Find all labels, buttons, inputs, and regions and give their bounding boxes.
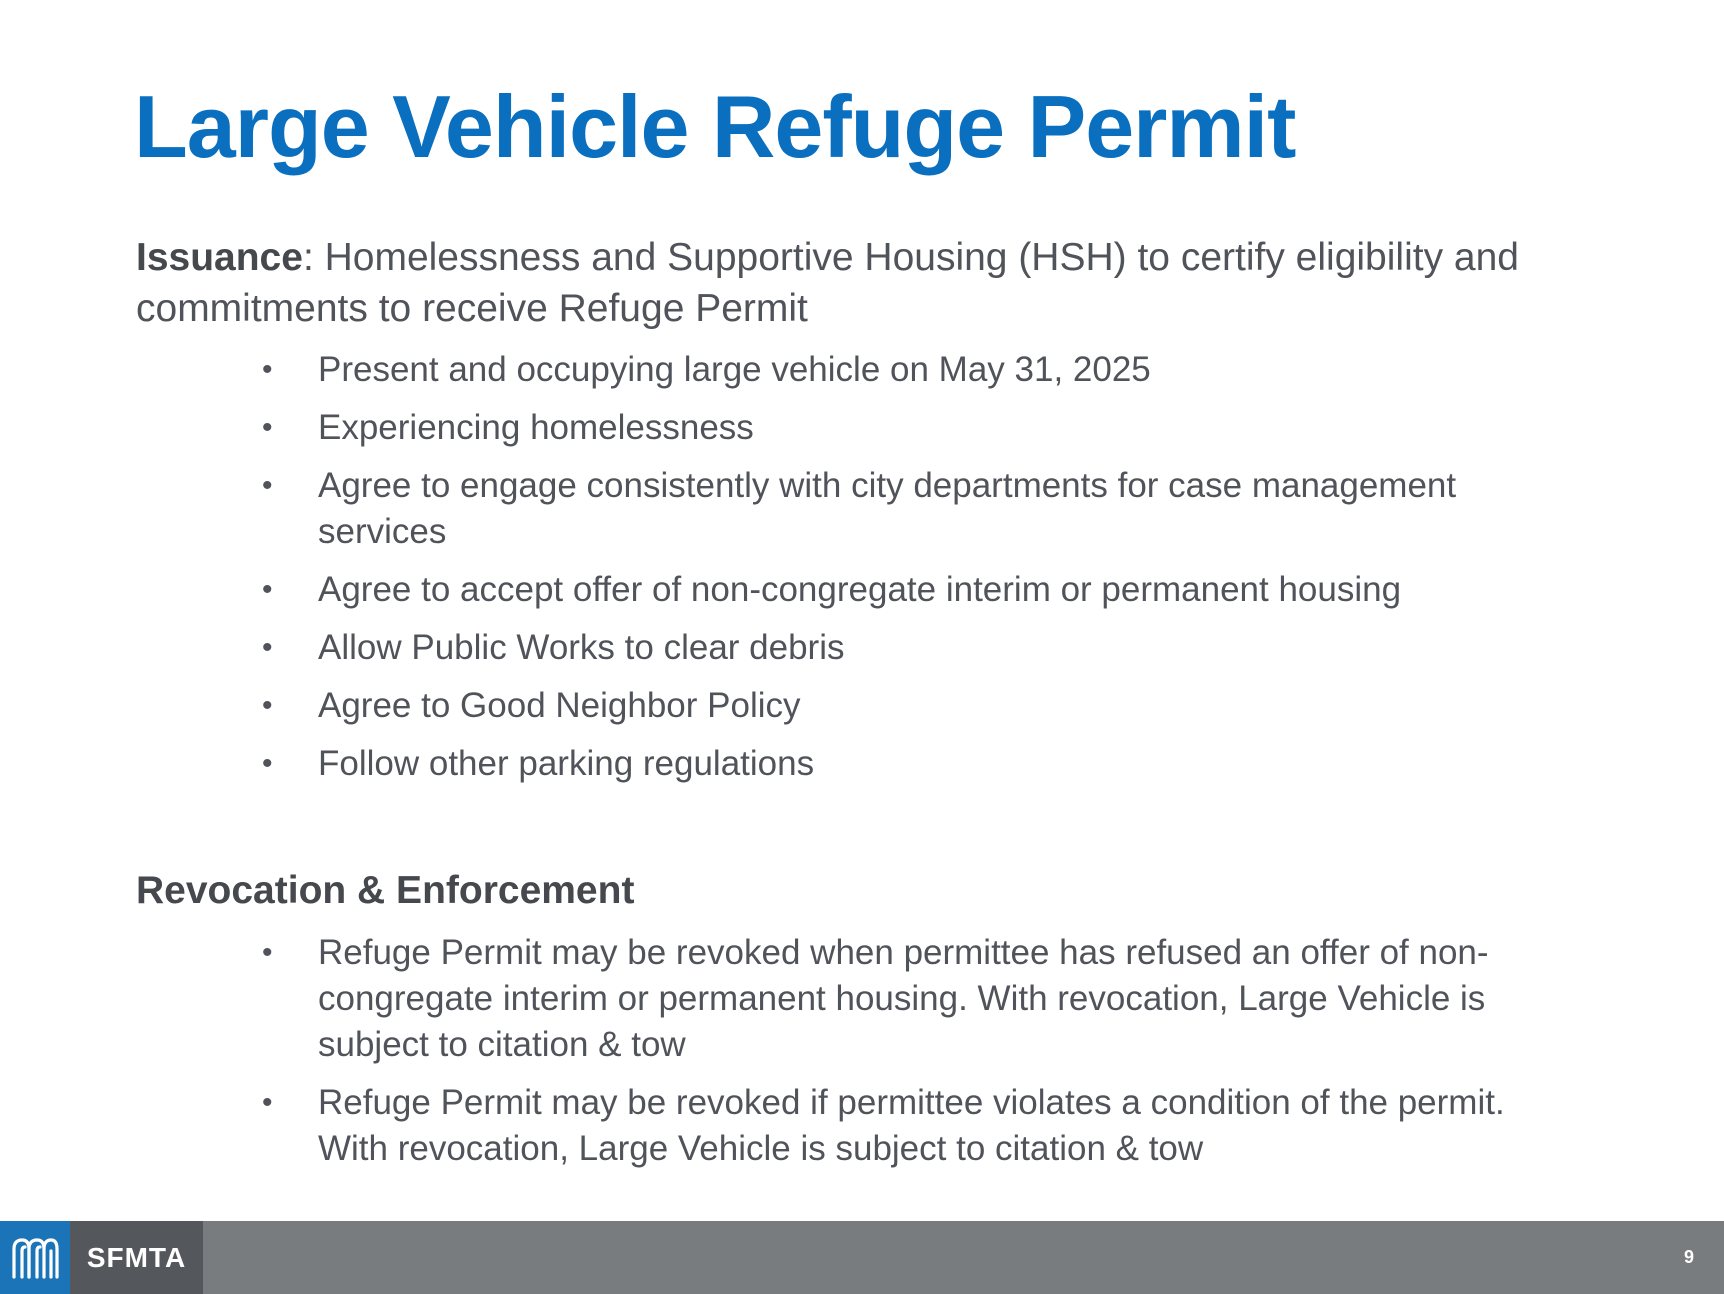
list-item <box>0 683 1724 729</box>
slide-title: Large Vehicle Refuge Permit <box>134 77 1296 176</box>
bullet-text: Refuge Permit may be revoked when permittee has refused an offer of non-congregate interim or permanent housing. With revocation, Large Vehicle is subject to citation & tow <box>318 933 1489 1064</box>
list-item <box>0 741 1724 787</box>
issuance-bullet-list <box>0 347 1724 799</box>
bullet-text: Allow Public Works to clear debris <box>318 628 845 667</box>
footer-bar <box>0 1221 1724 1294</box>
bullet-text: Agree to engage consistently with city departments for case management services <box>318 466 1457 551</box>
bullet-text: Refuge Permit may be revoked if permittee violates a condition of the permit. With revocation, Large Vehicle is subject to citation & tow <box>318 1083 1505 1168</box>
bullet-icon: • <box>262 689 273 722</box>
bullet-text: Present and occupying large vehicle on May 31, 2025 <box>318 350 1151 389</box>
bullet-icon: • <box>262 936 273 969</box>
sfmta-logo <box>0 1221 70 1294</box>
revocation-heading: Revocation & Enforcement <box>136 869 635 912</box>
sfmta-worm-logo-icon <box>10 1237 60 1279</box>
bullet-icon: • <box>262 411 273 444</box>
issuance-label: Issuance <box>136 236 303 279</box>
bullet-icon: • <box>262 353 273 386</box>
sfmta-brand-label: SFMTA <box>70 1221 203 1294</box>
bullet-icon: • <box>262 1086 273 1119</box>
list-item <box>0 930 1724 1068</box>
list-item <box>0 567 1724 613</box>
list-item <box>0 347 1724 393</box>
bullet-icon: • <box>262 747 273 780</box>
bullet-text: Agree to Good Neighbor Policy <box>318 686 801 725</box>
page-number: 9 <box>1683 1247 1694 1267</box>
bullet-text: Experiencing homelessness <box>318 408 754 447</box>
list-item <box>0 1080 1724 1172</box>
issuance-intro <box>136 232 1596 334</box>
list-item <box>0 405 1724 451</box>
bullet-icon: • <box>262 573 273 606</box>
list-item <box>0 625 1724 671</box>
revocation-bullet-list <box>0 930 1724 1184</box>
issuance-text: : Homelessness and Supportive Housing (HSH) to certify eligibility and commitments to receive Refuge Permit <box>136 236 1519 330</box>
bullet-icon: • <box>262 631 273 664</box>
list-item <box>0 463 1724 555</box>
bullet-icon: • <box>262 469 273 502</box>
bullet-text: Agree to accept offer of non-congregate interim or permanent housing <box>318 570 1402 609</box>
bullet-text: Follow other parking regulations <box>318 744 815 783</box>
